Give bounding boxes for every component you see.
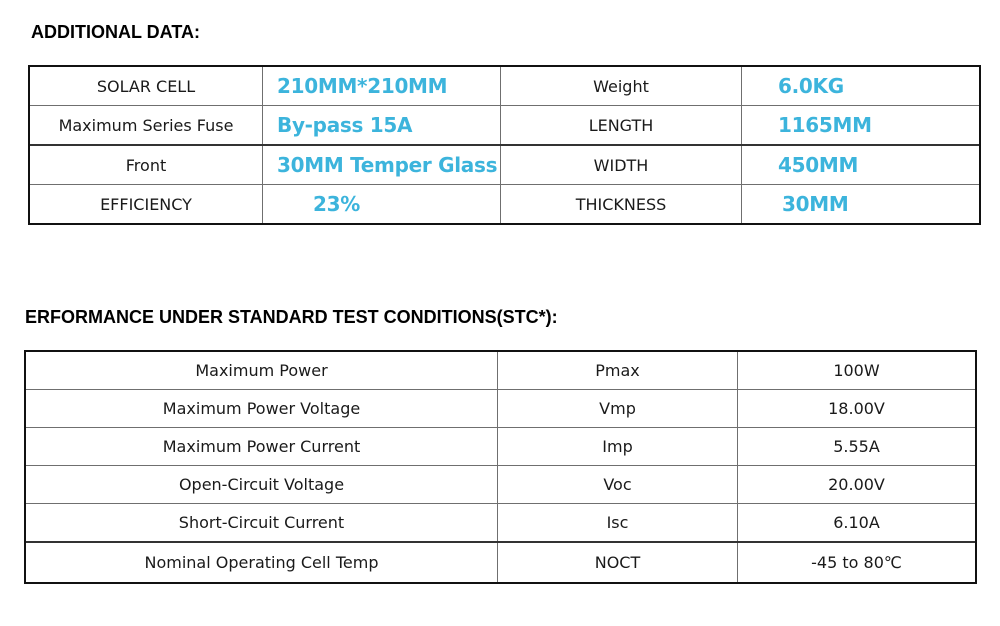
value-cell: 100W [738,352,976,390]
solar-cell-label: SOLAR CELL [30,67,263,106]
length-value: 1165MM [742,106,980,146]
symbol-cell: Pmax [498,352,738,390]
table-row [26,466,976,504]
parameter-cell: Maximum Power Current [26,428,498,466]
efficiency-value: 23% [263,185,501,224]
front-label: Front [30,145,263,185]
parameter-cell: Nominal Operating Cell Temp [26,542,498,583]
value-cell: 6.10A [738,504,976,543]
parameter-cell: Short-Circuit Current [26,504,498,543]
front-value: 30MM Temper Glass [263,145,501,185]
weight-label: Weight [501,67,742,106]
value-cell: 18.00V [738,390,976,428]
table-row [26,390,976,428]
value-cell: 20.00V [738,466,976,504]
table-row [30,67,980,106]
stc-performance-heading: ERFORMANCE UNDER STANDARD TEST CONDITIONS(STC*): [25,307,558,327]
weight-value: 6.0KG [742,67,980,106]
parameter-cell: Open-Circuit Voltage [26,466,498,504]
efficiency-label: EFFICIENCY [30,185,263,224]
max-series-fuse-value: By-pass 15A [263,106,501,146]
value-cell: 5.55A [738,428,976,466]
parameter-cell: Maximum Power [26,352,498,390]
max-series-fuse-label: Maximum Series Fuse [30,106,263,146]
additional-data-heading: ADDITIONAL DATA: [31,22,200,42]
table-row [30,185,980,224]
symbol-cell: Vmp [498,390,738,428]
table-row [26,542,976,583]
symbol-cell: Voc [498,466,738,504]
symbol-cell: Isc [498,504,738,543]
parameter-cell: Maximum Power Voltage [26,390,498,428]
table-row [30,145,980,185]
value-cell: -45 to 80℃ [738,542,976,583]
length-label: LENGTH [501,106,742,146]
thickness-value: 30MM [742,185,980,224]
table-row [30,106,980,146]
table-row [26,352,976,390]
stc-performance-table [25,351,976,583]
width-label: WIDTH [501,145,742,185]
thickness-label: THICKNESS [501,185,742,224]
symbol-cell: Imp [498,428,738,466]
width-value: 450MM [742,145,980,185]
symbol-cell: NOCT [498,542,738,583]
table-row [26,428,976,466]
table-row [26,504,976,543]
additional-data-table [29,66,980,224]
solar-cell-value: 210MM*210MM [263,67,501,106]
